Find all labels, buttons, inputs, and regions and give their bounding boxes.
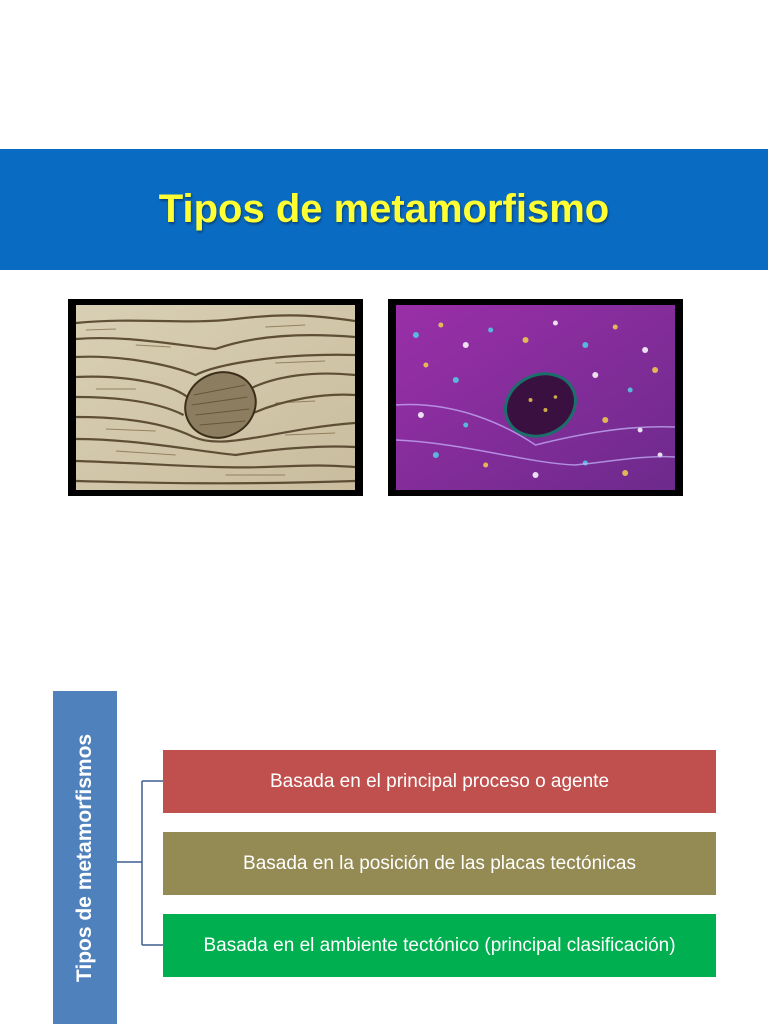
- diagram-item-label: Basada en el ambiente tectónico (principal clasificación): [203, 935, 676, 956]
- slide-title: Tipos de metamorfismo: [158, 187, 610, 231]
- rock-thin-section-icon: [396, 305, 675, 490]
- diagram-root: [53, 691, 117, 1024]
- diagram-item-process-agent: [163, 750, 716, 813]
- micrograph-cross-polarized: [388, 299, 683, 496]
- diagram-item-label: Basada en el principal proceso o agente: [269, 771, 610, 792]
- diagram-connector: [117, 770, 163, 950]
- rock-thin-section-icon: [76, 305, 355, 490]
- diagram-root-label: Tipos de metamorfismos: [73, 733, 96, 982]
- title-band: [0, 149, 768, 270]
- diagram-item-plate-position: [163, 832, 716, 895]
- diagram-item-label: Basada en la posición de las placas tectónicas: [243, 853, 636, 874]
- micrograph-plane-polarized: [68, 299, 363, 496]
- diagram-item-tectonic-environment: [163, 914, 716, 977]
